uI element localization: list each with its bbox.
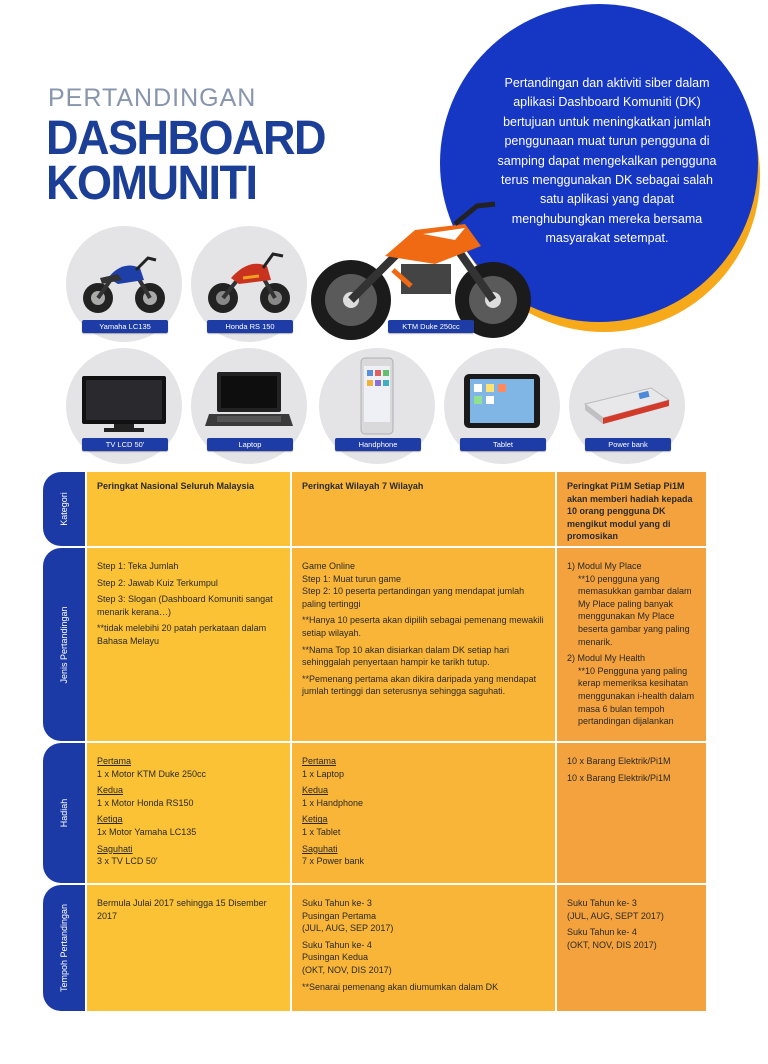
row-tempoh [43,885,706,1011]
handphone-icon [359,356,395,436]
powerbank-icon [581,378,673,428]
intro-text: Pertandingan dan aktiviti siber dalam aplikasi Dashboard Komuniti (DK) bertujuan untuk meningkatkan jumlah penggunaan muat turun pengguna di samping dapat mengekalkan pengguna terus menggunakan DK sebagai salah satu aplikasi yang dapat menghubungkan mereka bersama masyarakat setempat. [497,76,717,246]
prize-tv [66,348,182,464]
cell-nasional: Peringkat Nasional Seluruh Malaysia [87,472,290,546]
tv-icon [80,374,168,434]
page-subtitle: PERTANDINGAN [48,84,257,112]
cell-pi1m: 1) Modul My Place **10 pengguna yang memasukkan gambar dalam My Place paling banyak menggunakan My Place beserta gambar yang paling menarik. 2) Modul My Health **10 Pengguna yang paling kerap memeriksa kesihatan menggunakan i-health dalam masa 6 bulan tempoh pertandingan dijalankan [557,548,706,741]
row-kategori [43,472,706,546]
prize-label: Laptop [207,438,293,451]
motorcycle-icon [203,244,295,318]
prize-label: TV LCD 50' [82,438,168,451]
row-hadiah [43,743,706,883]
cell-pi1m: 10 x Barang Elektrik/Pi1M 10 x Barang Elektrik/Pi1M [557,743,706,883]
prize-label: Handphone [335,438,421,451]
prize-laptop [191,348,307,464]
prize-tablet [444,348,560,464]
tablet-icon [462,372,542,430]
cell-pi1m: Suku Tahun ke- 3 (JUL, AUG, SEPT 2017) Suku Tahun ke- 4 (OKT, NOV, DIS 2017) [557,885,706,1011]
prize-honda [191,226,307,342]
prize-label: Tablet [460,438,546,451]
page-title-line2: KOMUNITI [46,154,257,210]
laptop-icon [205,370,293,432]
prize-yamaha [66,226,182,342]
row-label: Hadiah [43,743,85,883]
cell-wilayah: Peringkat Wilayah 7 Wilayah [292,472,555,546]
motorcycle-icon [78,248,170,318]
row-label: Kategori [43,472,85,546]
cell-nasional: Pertama 1 x Motor KTM Duke 250cc Kedua 1 x Motor Honda RS150 Ketiga 1x Motor Yamaha LC135 Saguhati 3 x TV LCD 50' [87,743,290,883]
row-jenis [43,548,706,741]
cell-nasional: Step 1: Teka Jumlah Step 2: Jawab Kuiz Terkumpul Step 3: Slogan (Dashboard Komuniti sangat menarik kerana…) **tidak melebihi 20 patah perkataan dalam Bahasa Melayu [87,548,290,741]
prize-powerbank [569,348,685,464]
prize-label: Honda RS 150 [207,320,293,333]
page-title-line1: DASHBOARD [46,109,325,165]
row-label: Jenis Pertandingan [43,548,85,741]
row-label: Tempoh Pertandingan [43,885,85,1011]
cell-pi1m: Peringkat Pi1M Setiap Pi1M akan memberi hadiah kepada 10 orang pengguna DK mengikut modul yang di promosikan [557,472,706,546]
cell-wilayah: Pertama 1 x Laptop Kedua 1 x Handphone Ketiga 1 x Tablet Saguhati 7 x Power bank [292,743,555,883]
prize-label-ktm: KTM Duke 250cc [388,320,474,333]
cell-wilayah: Suku Tahun ke- 3 Pusingan Pertama (JUL, AUG, SEP 2017) Suku Tahun ke- 4 Pusingan Kedua (OKT, NOV, DIS 2017) **Senarai pemenang akan diumumkan dalam DK [292,885,555,1011]
prize-label: Power bank [585,438,671,451]
cell-wilayah: Game Online Step 1: Muat turun game Step 2: 10 peserta pertandingan yang mendapat jumlah paling tertinggi **Hanya 10 peserta akan dipilih sebagai pemenang mewakili setiap wilayah. **Nama Top 10 akan disiarkan dalam DK setiap hari sehinggalah penyertaan hampir ke tarikh tutup. **Pemenang pertama akan dikira daripada yang mendapat jumlah tertinggi dan seterusnya sehingga saguhati. [292,548,555,741]
cell-nasional: Bermula Julai 2017 sehingga 15 Disember 2017 [87,885,290,1011]
prize-handphone [319,348,435,464]
prize-label: Yamaha LC135 [82,320,168,333]
